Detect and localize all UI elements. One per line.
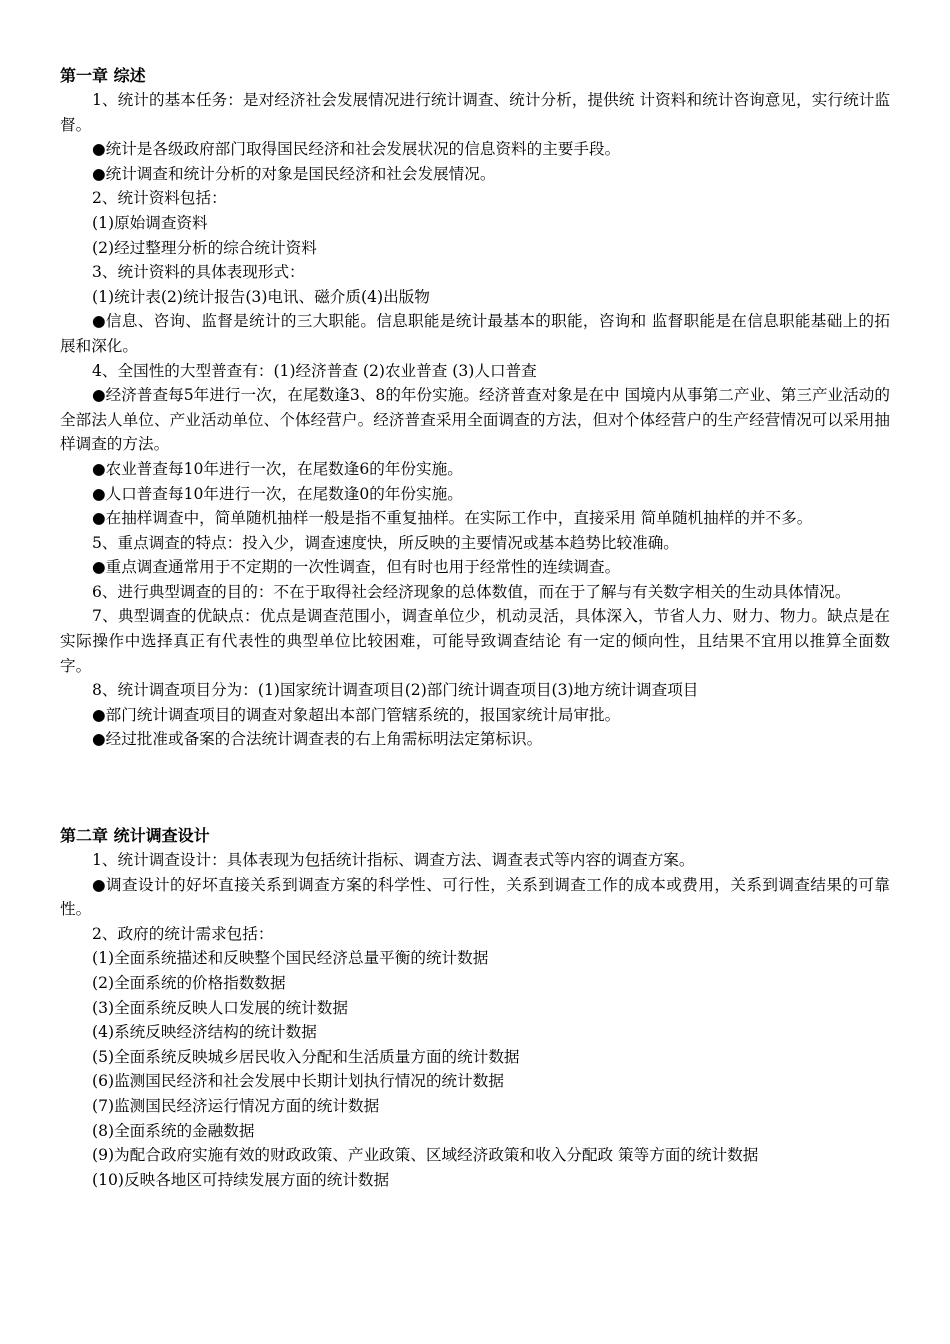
paragraph: 4、全国性的大型普查有：(1)经济普查 (2)农业普查 (3)人口普查 — [92, 361, 537, 380]
paragraph: (4)系统反映经济结构的统计数据 — [92, 1023, 317, 1042]
paragraph: ●统计是各级政府部门取得国民经济和社会发展状况的信息资料的主要手段。 — [92, 140, 621, 159]
paragraph: 1、统计调查设计：具体表现为包括统计指标、调查方法、调查表式等内容的调查方案。 — [92, 851, 695, 870]
paragraph: (1)统计表(2)统计报告(3)电讯、磁介质(4)出版物 — [92, 287, 430, 306]
chapter-1 — [60, 64, 890, 752]
chapter-2 — [60, 824, 890, 1192]
paragraph: (1)原始调查资料 — [92, 213, 208, 232]
paragraph: (5)全面系统反映城乡居民收入分配和生活质量方面的统计数据 — [92, 1047, 520, 1066]
paragraph: (3)全面系统反映人口发展的统计数据 — [92, 998, 348, 1017]
chapter-title: 第一章 综述 — [60, 66, 146, 85]
paragraph: ●调查设计的好坏直接关系到调查方案的科学性、可行性，关系到调查工作的成本或费用，关系到调查结果的可靠性。 — [60, 875, 890, 919]
paragraph: ●人口普查每10年进行一次，在尾数逢0的年份实施。 — [92, 484, 463, 503]
paragraph: ●在抽样调查中，简单随机抽样一般是指不重复抽样。在实际工作中，直接采用 简单随机抽样的并不多。 — [92, 509, 813, 528]
paragraph: 2、政府的统计需求包括： — [92, 924, 274, 943]
paragraph: ●经过批准或备案的合法统计调查表的右上角需标明法定第标识。 — [92, 730, 543, 749]
paragraph: (6)监测国民经济和社会发展中长期计划执行情况的统计数据 — [92, 1072, 504, 1091]
paragraph: ●部门统计调查项目的调查对象超出本部门管辖系统的，报国家统计局审批。 — [92, 705, 621, 724]
paragraph: (2)全面系统的价格指数数据 — [92, 974, 286, 992]
paragraph: 2、统计资料包括： — [92, 189, 227, 208]
paragraph: ●农业普查每10年进行一次，在尾数逢6的年份实施。 — [92, 459, 463, 478]
paragraph: ●信息、咨询、监督是统计的三大职能。信息职能是统计最基本的职能，咨询和 监督职能是在信息职能基础上的拓展和深化。 — [60, 312, 890, 355]
paragraph: (7)监测国民经济运行情况方面的统计数据 — [92, 1096, 380, 1115]
document-page — [60, 64, 890, 1192]
paragraph: ●统计调查和统计分析的对象是国民经济和社会发展情况。 — [92, 164, 496, 183]
paragraph: 3、统计资料的具体表现形式： — [92, 263, 305, 282]
paragraph: (1)全面系统描述和反映整个国民经济总量平衡的统计数据 — [92, 949, 489, 968]
paragraph: 7、典型调查的优缺点：优点是调查范围小，调查单位少，机动灵活，具体深入，节省人力、财力、物力。缺点是在实际操作中选择真正有代表性的典型单位比较困难，可能导致调查结论 有一定的倾向性，且结果不宜用以推算全面数字。 — [60, 607, 890, 675]
paragraph: 5、重点调查的特点：投入少，调查速度快，所反映的主要情况或基本趋势比较准确。 — [92, 533, 679, 552]
paragraph: 8、统计调查项目分为：(1)国家统计调查项目(2)部门统计调查项目(3)地方统计调查项目 — [92, 681, 699, 700]
paragraph: (8)全面系统的金融数据 — [92, 1121, 255, 1140]
paragraph: (9)为配合政府实施有效的财政政策、产业政策、区域经济政策和收入分配政 策等方面的统计数据 — [92, 1146, 759, 1165]
paragraph: 1、统计的基本任务：是对经济社会发展情况进行统计调查、统计分析，提供统 计资料和统计咨询意见，实行统计监督。 — [60, 91, 890, 134]
paragraph: ●经济普查每5年进行一次，在尾数逢3、8的年份实施。经济普查对象是在中 国境内从事第二产业、第三产业活动的全部法人单位、产业活动单位、个体经营户。经济普查采用全面调查的方法，但对个体经营户的生产经营情况可以采用抽 样调查的方法。 — [60, 386, 890, 454]
paragraph: (10)反映各地区可持续发展方面的统计数据 — [92, 1170, 390, 1189]
chapter-title: 第二章 统计调查设计 — [60, 826, 210, 846]
paragraph: 6、进行典型调查的目的：不在于取得社会经济现象的总体数值，而在于了解与有关数字相关的生动具体情况。 — [92, 582, 851, 601]
paragraph: ●重点调查通常用于不定期的一次性调查，但有时也用于经常性的连续调查。 — [92, 558, 621, 577]
paragraph: (2)经过整理分析的综合统计资料 — [92, 238, 317, 257]
